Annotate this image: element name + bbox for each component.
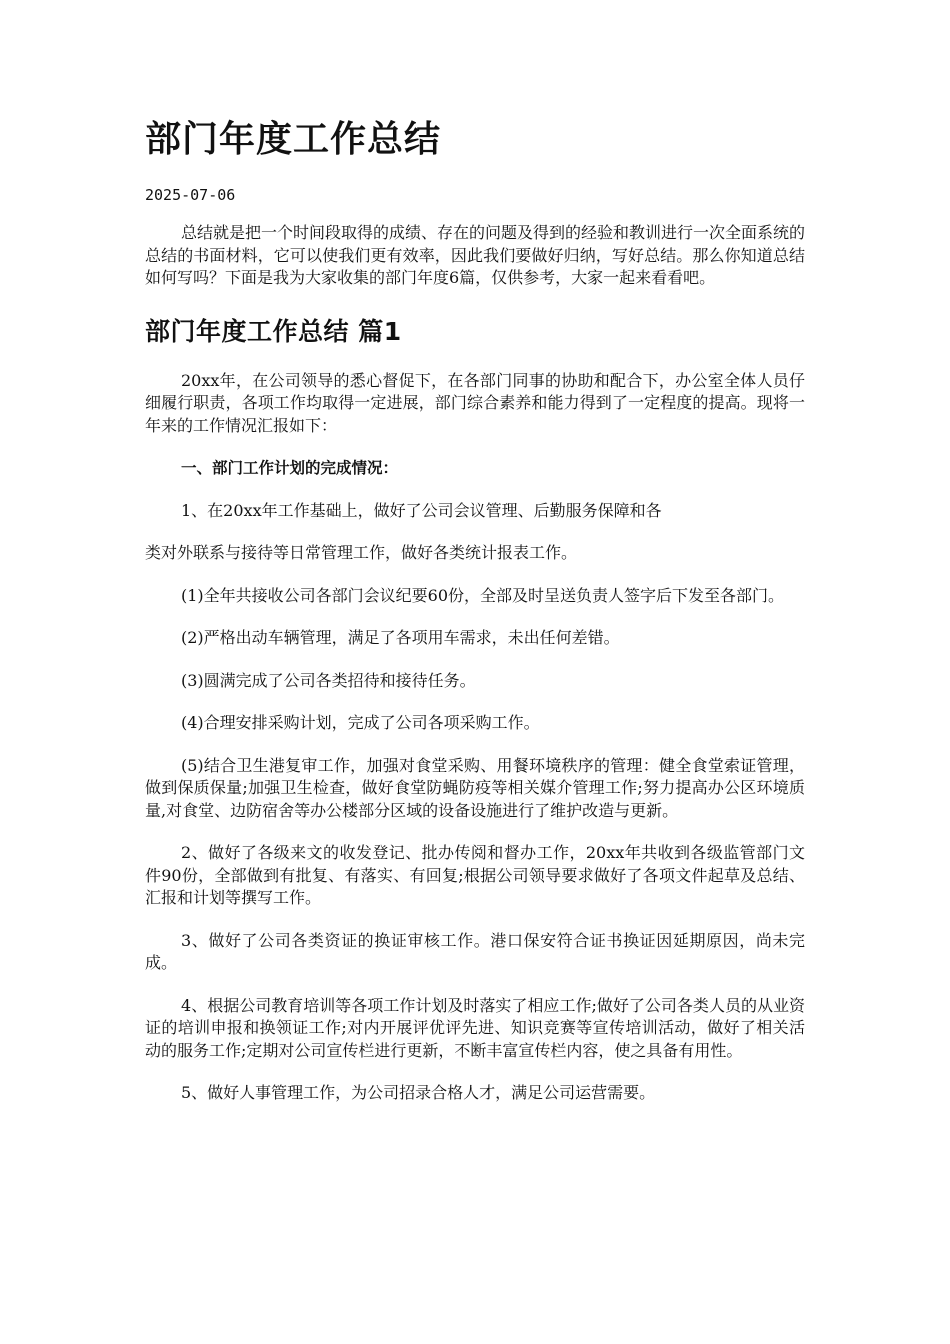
- paragraph-11: 4、根据公司教育培训等各项工作计划及时落实了相应工作;做好了公司各类人员的从业资证的培训申报和换领证工作;对内开展评优评先进、知识竞赛等宣传培训活动，做好了相关活动的服务工作;定期对公司宣传栏进行更新，不断丰富宣传栏内容，使之具备有用性。: [145, 995, 805, 1060]
- document-body: [145, 222, 805, 1125]
- paragraph-5: (2)严格出动车辆管理，满足了各项用车需求，未出任何差错。: [181, 628, 620, 647]
- subheading-1: 一、部门工作计划的完成情况：: [181, 459, 399, 477]
- paragraph-2: 1、在20xx年工作基础上，做好了公司会议管理、后勤服务保障和各: [181, 500, 662, 520]
- paragraph-6: (3)圆满完成了公司各类招待和接待任务。: [181, 670, 476, 690]
- paragraph-7: (4)合理安排采购计划，完成了公司各项采购工作。: [181, 713, 540, 732]
- section-title: 部门年度工作总结 篇1: [145, 316, 402, 346]
- paragraph-1: 20xx年，在公司领导的悉心督促下，在各部门同事的协助和配合下，办公室全体人员仔细履行职责，各项工作均取得一定进展，部门综合素养和能力得到了一定程度的提高。现将一年来的工作情况汇报如下：: [145, 370, 805, 435]
- paragraph-12: 5、做好人事管理工作，为公司招录合格人才，满足公司运营需要。: [181, 1083, 656, 1102]
- paragraph-8: (5)结合卫生港复审工作，加强对食堂采购、用餐环境秩序的管理：健全食堂索证管理，做到保质保量;加强卫生检查，做好食堂防蝇防疫等相关媒介管理工作;努力提高办公区环境质量,对食堂、边防宿舍等办公楼部分区域的设备设施进行了维护改造与更新。: [145, 755, 805, 820]
- paragraph-4: (1)全年共接收公司各部门会议纪要60份，全部及时呈送负责人签字后下发至各部门。: [181, 585, 785, 605]
- paragraph-10: 3、做好了公司各类资证的换证审核工作。港口保安符合证书换证因延期原因，尚未完成。: [145, 930, 805, 972]
- document-title: 部门年度工作总结: [145, 119, 442, 160]
- intro-paragraph: 总结就是把一个时间段取得的成绩、存在的问题及得到的经验和教训进行一次全面系统的总结的书面材料，它可以使我们更有效率，因此我们要做好归纳，写好总结。那么你知道总结如何写吗？下面是我为大家收集的部门年度6篇，仅供参考，大家一起来看看吧。: [145, 223, 806, 287]
- document-date: 2025-07-06: [145, 186, 236, 204]
- paragraph-9: 2、做好了各级来文的收发登记、批办传阅和督办工作，20xx年共收到各级监管部门文件90份，全部做到有批复、有落实、有回复;根据公司领导要求做好了各项文件起草及总结、汇报和计划等撰写工作。: [145, 843, 805, 907]
- paragraph-3: 类对外联系与接待等日常管理工作，做好各类统计报表工作。: [145, 543, 578, 562]
